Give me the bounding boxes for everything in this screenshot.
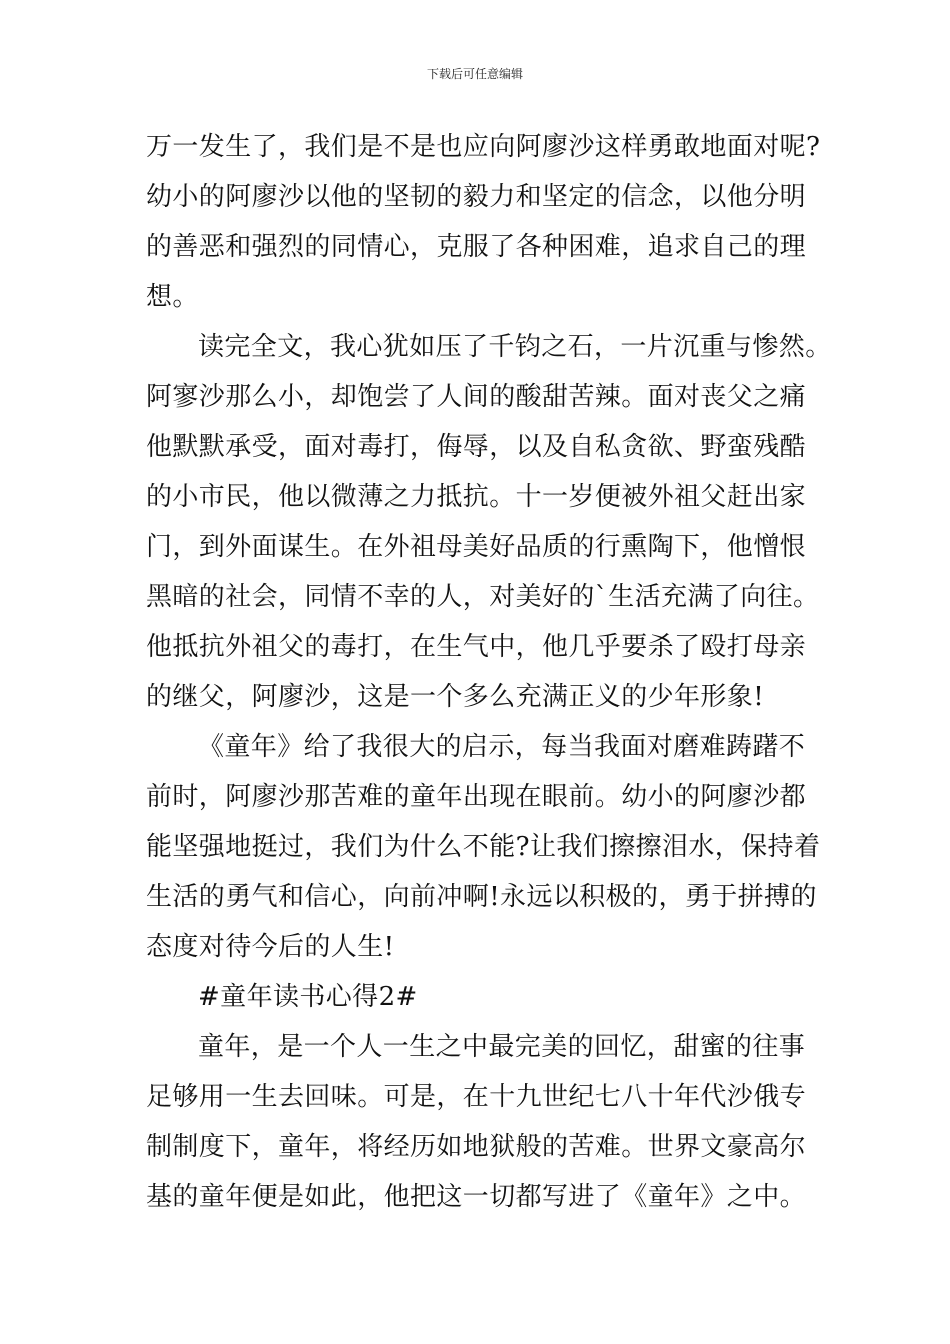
section-heading-text: #童年读书心得2# bbox=[198, 982, 418, 1012]
text-line: 的继父，阿廖沙，这是一个多么充满正义的少年形象! bbox=[146, 682, 765, 712]
text-line: 能坚强地挺过，我们为什么不能?让我们擦擦泪水，保持着 bbox=[146, 832, 821, 862]
text-line: 前时，阿廖沙那苦难的童年出现在眼前。幼小的阿廖沙都 bbox=[146, 782, 807, 812]
text-line: 门，到外面谋生。在外祖母美好品质的行熏陶下，他憎恨 bbox=[146, 532, 807, 562]
text-line: 黑暗的社会，同情不幸的人，对美好的`生活充满了向往。 bbox=[146, 582, 820, 612]
text-line: 态度对待今后的人生! bbox=[146, 932, 395, 962]
text-line: 生活的勇气和信心，向前冲啊!永远以积极的，勇于拼搏的 bbox=[146, 882, 817, 912]
document-body bbox=[146, 122, 836, 1222]
text-line: 的善恶和强烈的同情心，克服了各种困难，追求自己的理 bbox=[146, 232, 807, 262]
text-line: 他抵抗外祖父的毒打，在生气中，他几乎要杀了殴打母亲 bbox=[146, 632, 807, 662]
paragraph-4 bbox=[146, 1022, 836, 1222]
paragraph-2 bbox=[146, 322, 836, 722]
text-line: 《童年》给了我很大的启示，每当我面对磨难踌躇不 bbox=[198, 732, 806, 762]
text-line: 的小市民，他以微薄之力抵抗。十一岁便被外祖父赶出家 bbox=[146, 482, 807, 512]
text-line: 他默默承受，面对毒打，侮辱，以及自私贪欲、野蛮残酷 bbox=[146, 432, 807, 462]
text-line: 足够用一生去回味。可是，在十九世纪七八十年代沙俄专 bbox=[146, 1082, 807, 1112]
text-line: 制制度下，童年，将经历如地狱般的苦难。世界文豪高尔 bbox=[146, 1132, 807, 1162]
text-line: 读完全文，我心犹如压了千钧之石，一片沉重与惨然。 bbox=[198, 332, 832, 362]
section-heading bbox=[146, 972, 836, 1022]
text-line: 童年，是一个人一生之中最完美的回忆，甜蜜的往事 bbox=[198, 1032, 806, 1062]
paragraph-3 bbox=[146, 722, 836, 972]
text-line: 想。 bbox=[146, 282, 199, 312]
text-line: 阿寥沙那么小，却饱尝了人间的酸甜苦辣。面对丧父之痛 bbox=[146, 382, 807, 412]
text-line: 万一发生了，我们是不是也应向阿廖沙这样勇敢地面对呢? bbox=[146, 132, 821, 162]
page-header: 下载后可任意编辑 bbox=[426, 67, 523, 81]
text-line: 基的童年便是如此，他把这一切都写进了《童年》之中。 bbox=[146, 1182, 807, 1212]
paragraph-1 bbox=[146, 122, 836, 322]
text-line: 幼小的阿廖沙以他的坚韧的毅力和坚定的信念，以他分明 bbox=[146, 182, 807, 212]
